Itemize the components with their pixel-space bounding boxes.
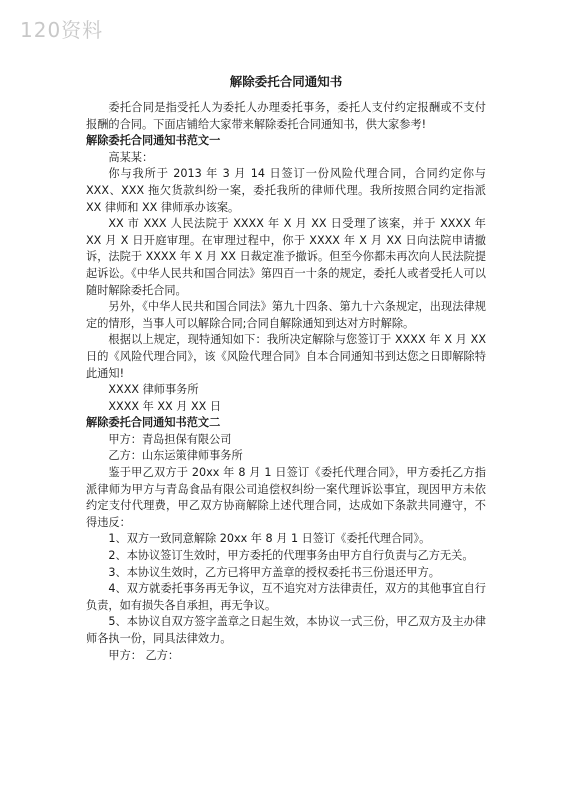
signature-date: XXXX 年 XX 月 XX 日 xyxy=(108,399,222,413)
clause-item: 4、双方就委托事务再无争议，互不追究对方法律责任，双方的其他事宜自行负责，如有损失各自承担，再无争议。 xyxy=(86,582,486,612)
section-heading-2: 解除委托合同通知书范文二 xyxy=(86,416,221,430)
document-body xyxy=(86,72,486,664)
clause-item: 3、本协议生效时，乙方已将甲方盖章的授权委托书三份退还甲方。 xyxy=(108,565,440,579)
clause-item: 1、双方一致同意解除 20xx 年 8 月 1 日签订《委托代理合同》。 xyxy=(108,532,431,546)
watermark: 120资料 xyxy=(20,18,104,42)
signature-parties: 甲方： 乙方： xyxy=(108,648,180,662)
document-title: 解除委托合同通知书 xyxy=(229,74,343,89)
party-b-line: 乙方：山东运策律师事务所 xyxy=(108,449,243,463)
section-heading-1: 解除委托合同通知书范文一 xyxy=(86,134,221,148)
body-paragraph: 鉴于甲乙双方于 20xx 年 8 月 1 日签订《委托代理合同》，甲方委托乙方指派律师为甲方与青岛食品有限公司追偿权纠纷一案代理诉讼事宜，现因甲方未依约定支付代理费，甲乙双方协商解除上述代理合同，达成如下条款共同遵守，不得违反： xyxy=(86,466,486,529)
clause-item: 5、本协议自双方签字盖章之日起生效，本协议一式三份，甲乙双方及主办律师各执一份，同具法律效力。 xyxy=(86,615,486,645)
body-paragraph: 另外，《中华人民共和国合同法》第九十四条、第九十六条规定，出现法律规定的情形，当事人可以解除合同;合同自解除通知到达对方时解除。 xyxy=(86,300,486,330)
salutation: 高某某： xyxy=(108,150,154,164)
body-paragraph: 你与我所于 2013 年 3 月 14 日签订一份风险代理合同，合同约定你与 XXX、XXX 拖欠货款纠纷一案，委托我所的律师代理。我所按照合同约定指派 XX 律师和 XX 律师承办该案。 xyxy=(86,167,486,214)
intro-paragraph: 委托合同是指受托人为委托人办理委托事务，委托人支付约定报酬或不支付报酬的合同。下面店铺给大家带来解除委托合同通知书，供大家参考! xyxy=(86,101,486,131)
party-a-line: 甲方：青岛担保有限公司 xyxy=(108,432,232,446)
body-paragraph: XX 市 XXX 人民法院于 XXXX 年 X 月 XX 日受理了该案，并于 XXXX 年 XX 月 X 日开庭审理。在审理过程中，你于 XXXX 年 X 月 XX 日向法院申请撤诉，法院于 XXXX 年 X 月 XX 日裁定准予撤诉。但至今你都未再次向人民法院提起诉讼。《中华人民共和国合同法》第四百一十条的规定，委托人或者受托人可以随时解除委托合同。 xyxy=(86,217,486,297)
body-paragraph: 根据以上规定，现特通知如下：我所决定解除与您签订于 XXXX 年 X 月 XX 日的《风险代理合同》，该《风险代理合同》自本合同通知书到达您之日即解除特此通知! xyxy=(86,333,486,380)
signature-firm: XXXX 律师事务所 xyxy=(108,383,199,397)
clause-item: 2、本协议签订生效时，甲方委托的代理事务由甲方自行负责与乙方无关。 xyxy=(108,549,474,563)
